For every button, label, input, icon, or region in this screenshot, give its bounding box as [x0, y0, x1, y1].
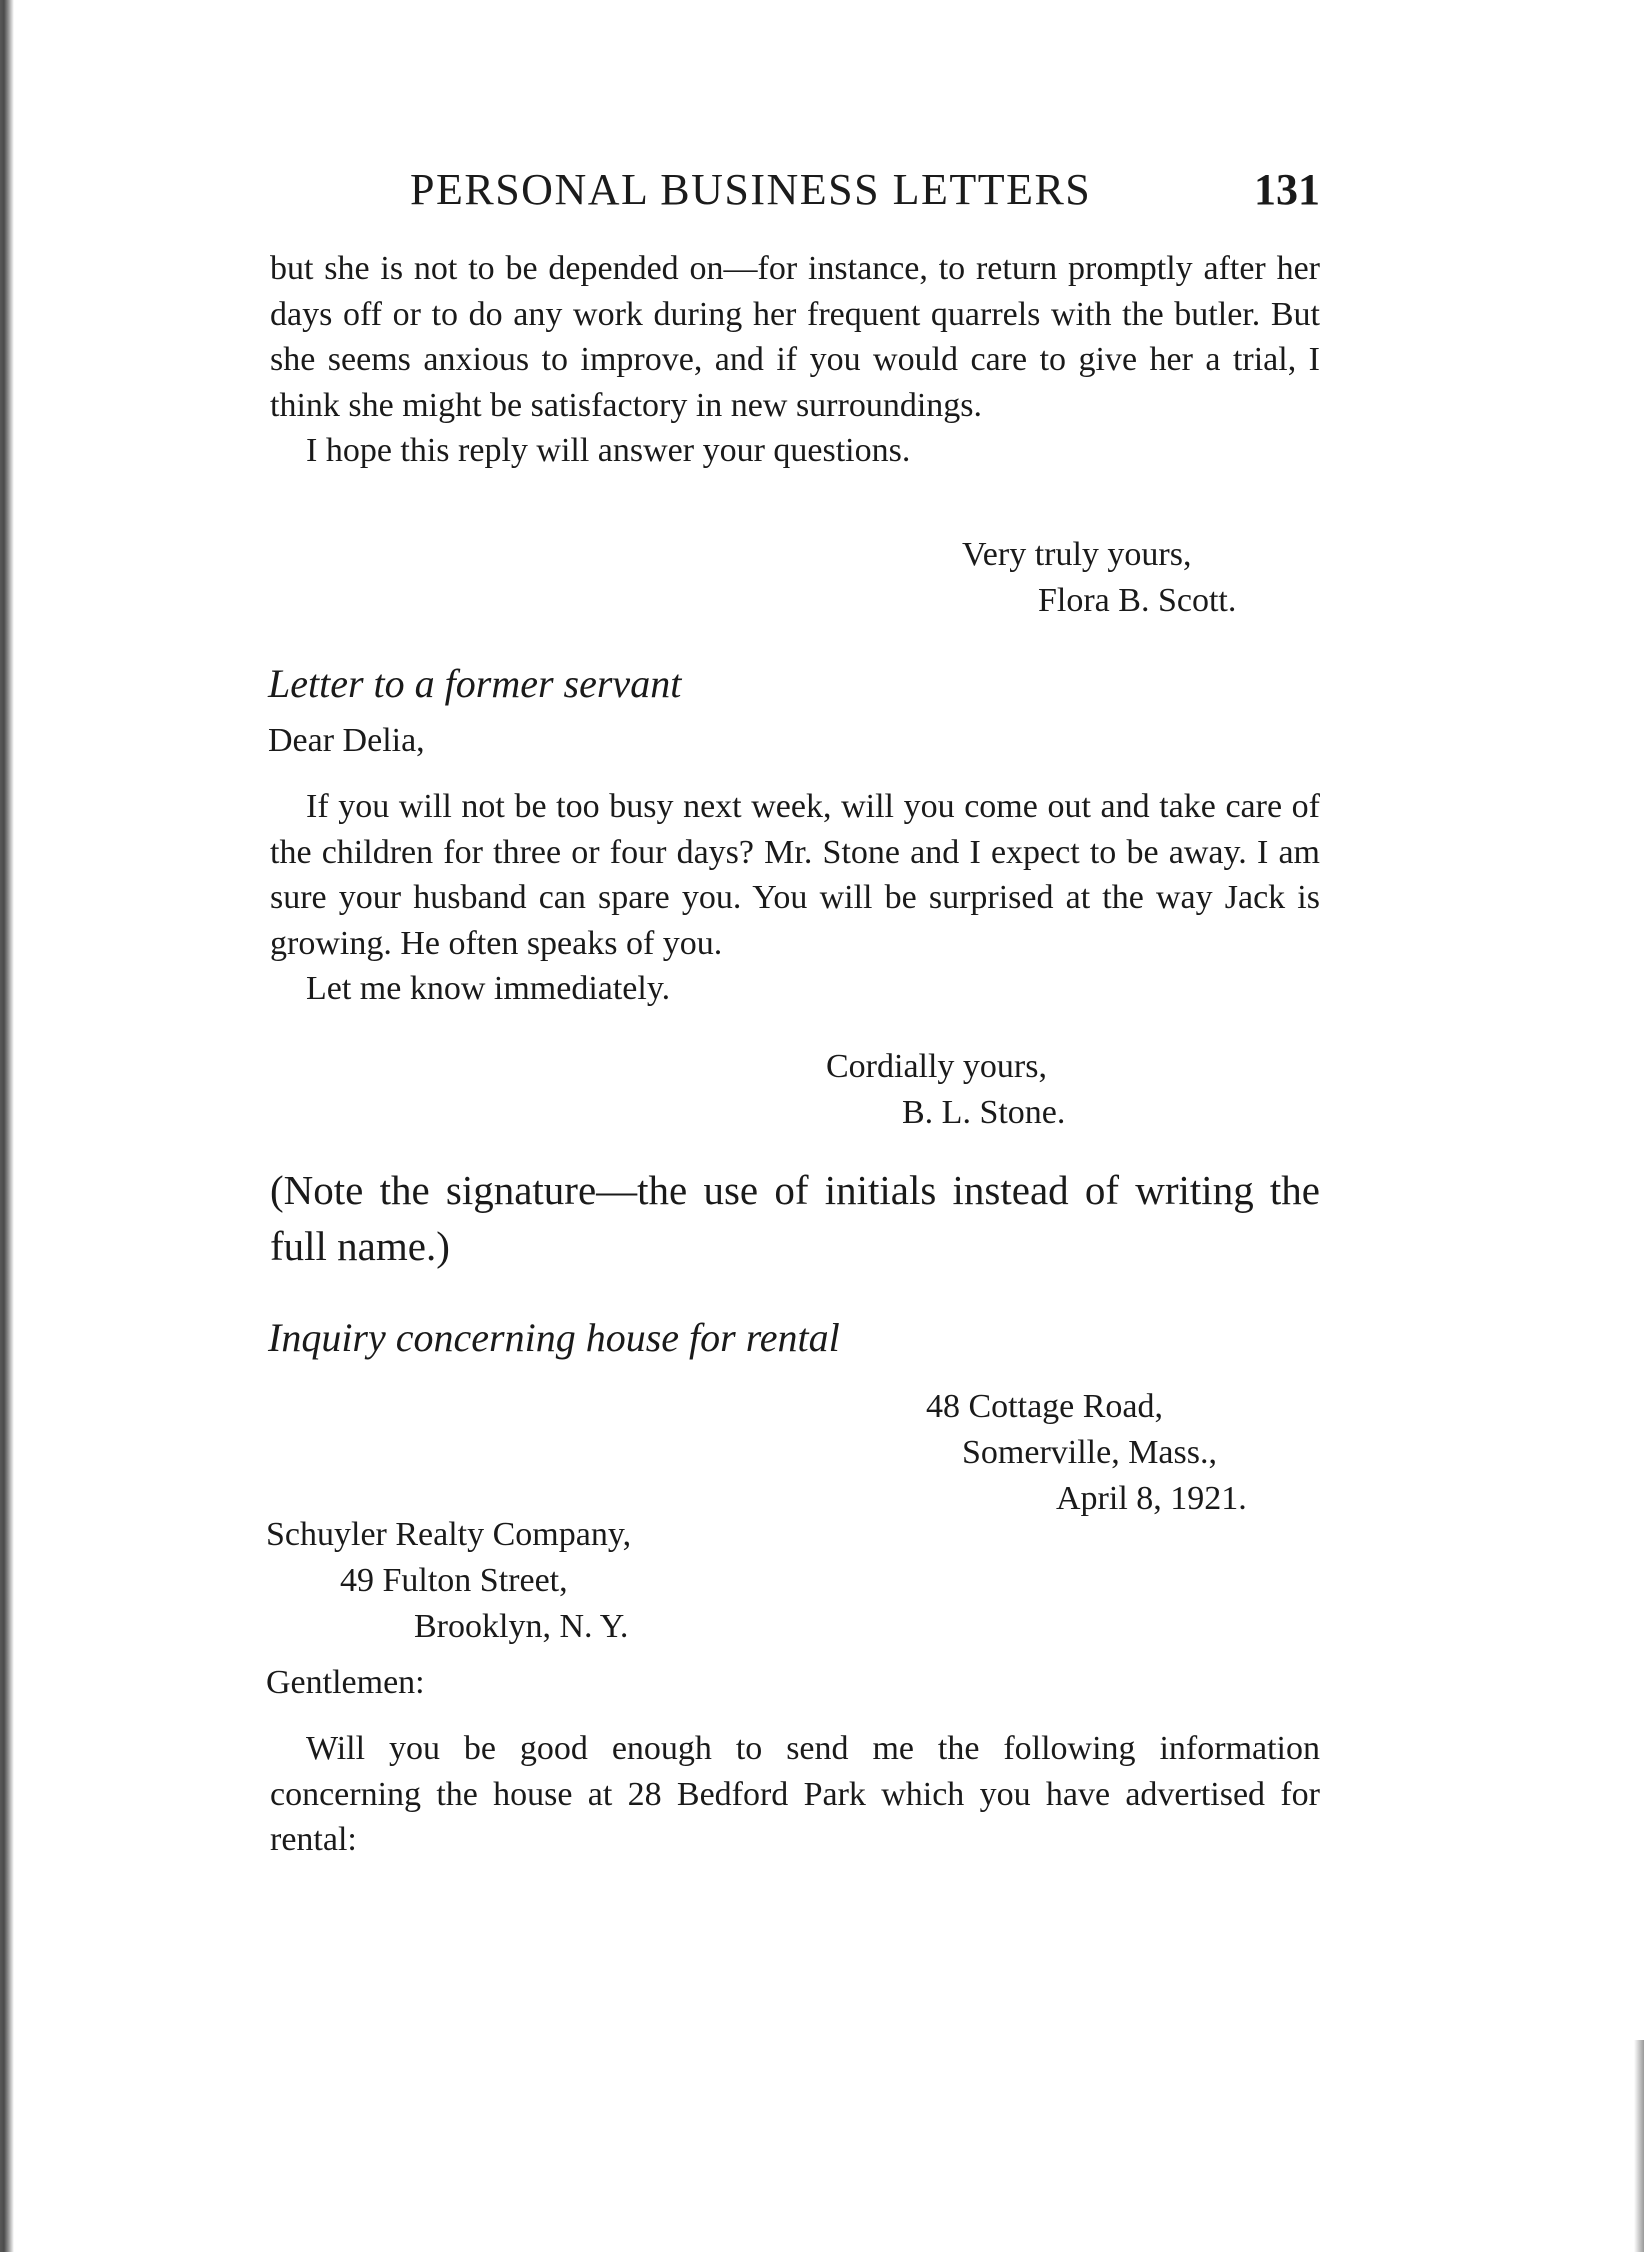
recipient-street: 49 Fulton Street,: [340, 1562, 568, 1599]
sender-address-line1: 48 Cottage Road,: [926, 1388, 1164, 1425]
signature-note: [270, 1162, 1320, 1274]
letter1-continuation-block: [270, 246, 1320, 474]
letter2-complimentary-close: Cordially yours,: [826, 1048, 1047, 1085]
signature-note-text: (Note the signature—the use of initials instead of writing the full name.): [270, 1167, 1320, 1269]
letter2-salutation: Dear Delia,: [268, 722, 425, 759]
letter3-heading: Inquiry concerning house for rental: [268, 1315, 840, 1360]
page-edge-shadow-right: [1634, 2040, 1644, 2252]
sender-address-line2: Somerville, Mass.,: [962, 1434, 1217, 1471]
letter2-body-block: [270, 784, 1320, 1012]
letter1-signature: Flora B. Scott.: [1038, 582, 1237, 619]
letter1-closing-paragraph: I hope this reply will answer your questions.: [306, 432, 911, 469]
letter3-body: Will you be good enough to send me the following information concerning the house at 28 Bedford Park which you have advertised for rental:: [270, 1730, 1320, 1858]
recipient-name: Schuyler Realty Company,: [266, 1516, 632, 1553]
running-head: PERSONAL BUSINESS LETTERS: [410, 165, 1092, 214]
page-number: 131: [1254, 165, 1320, 214]
letter3-salutation: Gentlemen:: [266, 1664, 425, 1701]
letter3-body-block: [270, 1726, 1320, 1863]
letter1-continuation: but she is not to be depended on—for instance, to return promptly after her days off or to do any work during her frequent quarrels with the butler. But she seems anxious to improve, and if you would care to give her a trial, I think she might be satisfactory in new surroundings.: [270, 250, 1320, 424]
letter2-closing-paragraph: Let me know immediately.: [306, 970, 671, 1007]
letter2-heading: Letter to a former servant: [268, 661, 682, 706]
recipient-city: Brooklyn, N. Y.: [414, 1608, 629, 1645]
letter2-signature: B. L. Stone.: [902, 1094, 1066, 1131]
page-edge-shadow-left: [0, 0, 22, 2252]
letter2-body: If you will not be too busy next week, will you come out and take care of the children for three or four days? Mr. Stone and I expect to be away. I am sure your husband can spare you. You will be surprised at the way Jack is growing. He often speaks of you.: [270, 788, 1320, 962]
letter-date: April 8, 1921.: [1056, 1480, 1247, 1517]
letter1-complimentary-close: Very truly yours,: [962, 536, 1192, 573]
